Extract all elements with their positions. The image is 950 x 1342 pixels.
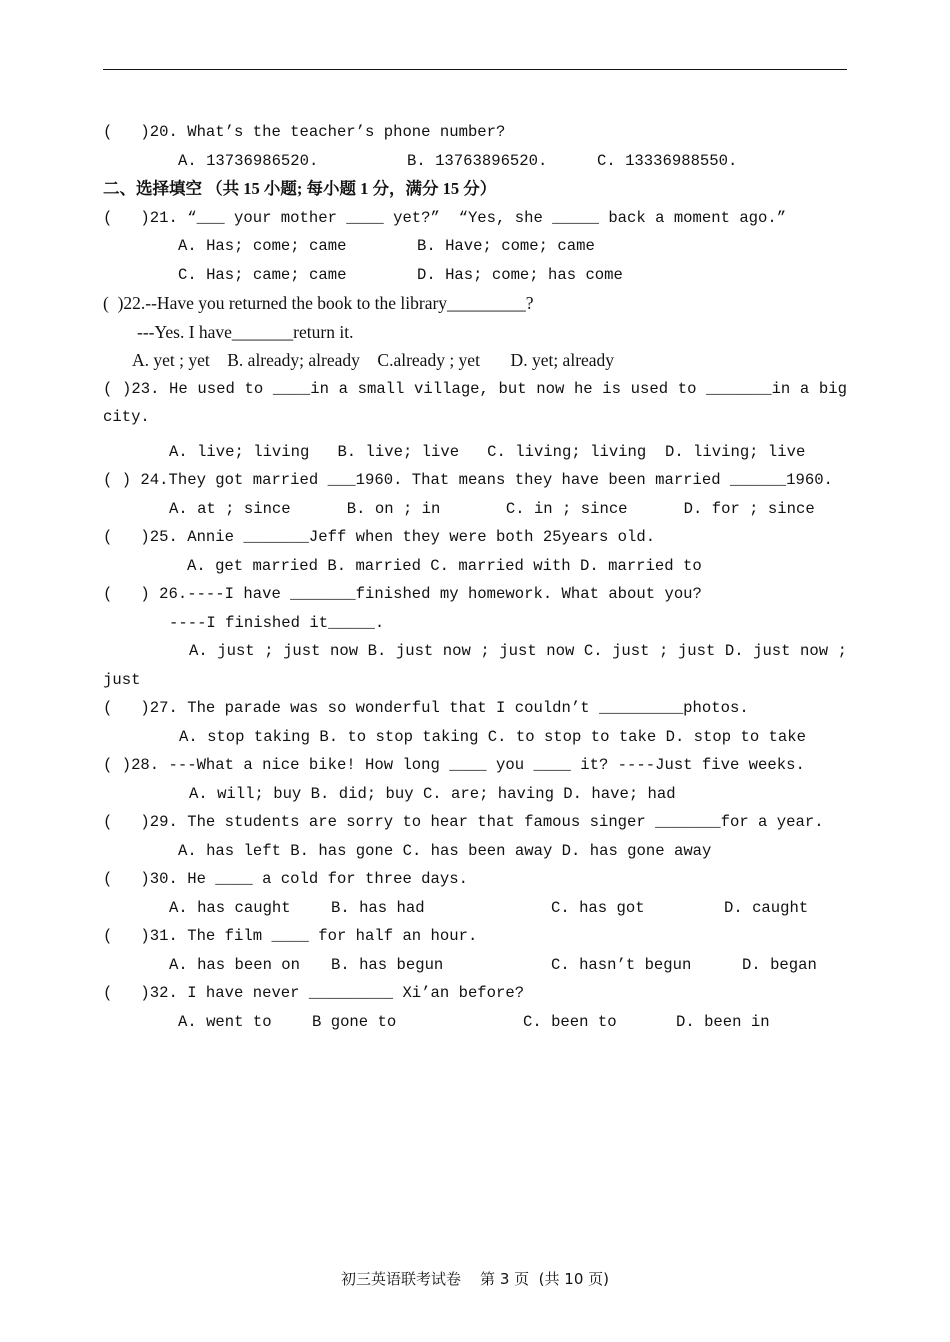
question-24-options: A. at ; since B. on ; in C. in ; since D. for ; since [169,499,815,518]
question-31-options [103,951,847,980]
q30-option-c: C. has got [551,898,645,917]
q31-option-c: C. hasn’t begun [551,955,692,974]
question-25-options: A. get married B. married C. married with D. married to [187,556,702,575]
q20-option-b: B. 13763896520. [407,151,548,170]
q32-option-b: B gone to [312,1012,397,1031]
page-footer: 初三英语联考试卷 第 3 页 (共 10 页) [340,1270,610,1288]
question-26-answer: ----I finished it_____. [169,613,385,632]
q30-option-b: B. has had [331,898,425,917]
question-28-options: A. will; buy B. did; buy C. are; having D. have; had [189,784,676,803]
question-27-options: A. stop taking B. to stop taking C. to stop to take D. stop to take [179,727,806,746]
question-29-options: A. has left B. has gone C. has been away D. has gone away [178,841,712,860]
question-26-options: A. just ; just now B. just now ; just now C. just ; just D. just now ; just [103,642,847,689]
question-30-stem: ( )30. He ____ a cold for three days. [103,870,468,888]
q31-option-a: A. has been on [169,955,301,974]
q21-option-d: D. Has; come; has come [417,265,623,284]
question-29-stem: ( )29. The students are sorry to hear that famous singer _______for a year. [103,813,824,831]
question-20-options [103,147,847,176]
exam-content [103,118,847,1036]
question-30-options [103,894,847,923]
q20-option-c: C. 13336988550. [597,151,738,170]
header-rule [103,69,847,70]
question-32-stem: ( )32. I have never _________ Xi’an before? [103,984,525,1002]
question-31-stem: ( )31. The film ____ for half an hour. [103,927,478,945]
q31-option-b: B. has begun [331,955,444,974]
q30-option-a: A. has caught [169,898,291,917]
question-21-options-row2 [103,261,847,290]
q32-option-d: D. been in [676,1012,770,1031]
question-27-stem: ( )27. The parade was so wonderful that I couldn’t _________photos. [103,699,749,717]
q30-option-d: D. caught [724,898,809,917]
q21-option-a: A. Has; come; came [178,237,347,255]
question-22-stem: ( )22.--Have you returned the book to the library_________? [103,293,534,313]
question-28-stem: ( )28. ---What a nice bike! How long ____ you ____ it? ----Just five weeks. [103,756,805,774]
q32-option-c: C. been to [523,1012,617,1031]
question-23-options: A. live; living B. live; live C. living; living D. living; live [169,442,806,461]
question-25-stem: ( )25. Annie _______Jeff when they were both 25years old. [103,528,656,546]
question-21-options-row1 [103,232,847,261]
q32-option-a: A. went to [178,1012,272,1031]
q21-option-c: C. Has; came; came [178,265,347,284]
question-23-stem: ( )23. He used to ____in a small village, but now he is used to _______in a big city. [103,379,847,426]
q20-option-a: A. 13736986520. [178,151,319,170]
question-26-stem: ( ) 26.----I have _______finished my homework. What about you? [103,585,702,603]
question-22-options: A. yet ; yet B. already; already C.already ; yet D. yet; already [132,350,615,370]
question-24-stem: ( ) 24.They got married ___1960. That means they have been married ______1960. [103,471,833,489]
q21-option-b: B. Have; come; came [417,237,595,255]
q31-option-d: D. began [742,955,817,974]
question-20-stem: ( )20. What’s the teacher’s phone number? [103,123,506,141]
question-32-options [103,1008,847,1037]
question-22-answer: ---Yes. I have_______return it. [137,321,354,342]
question-21-stem: ( )21. “___ your mother ____ yet?” “Yes, she _____ back a moment ago.” [103,208,787,227]
section-2-heading: 二、选择填空 （共 15 小题; 每小题 1 分，满分 15 分） [103,179,497,198]
